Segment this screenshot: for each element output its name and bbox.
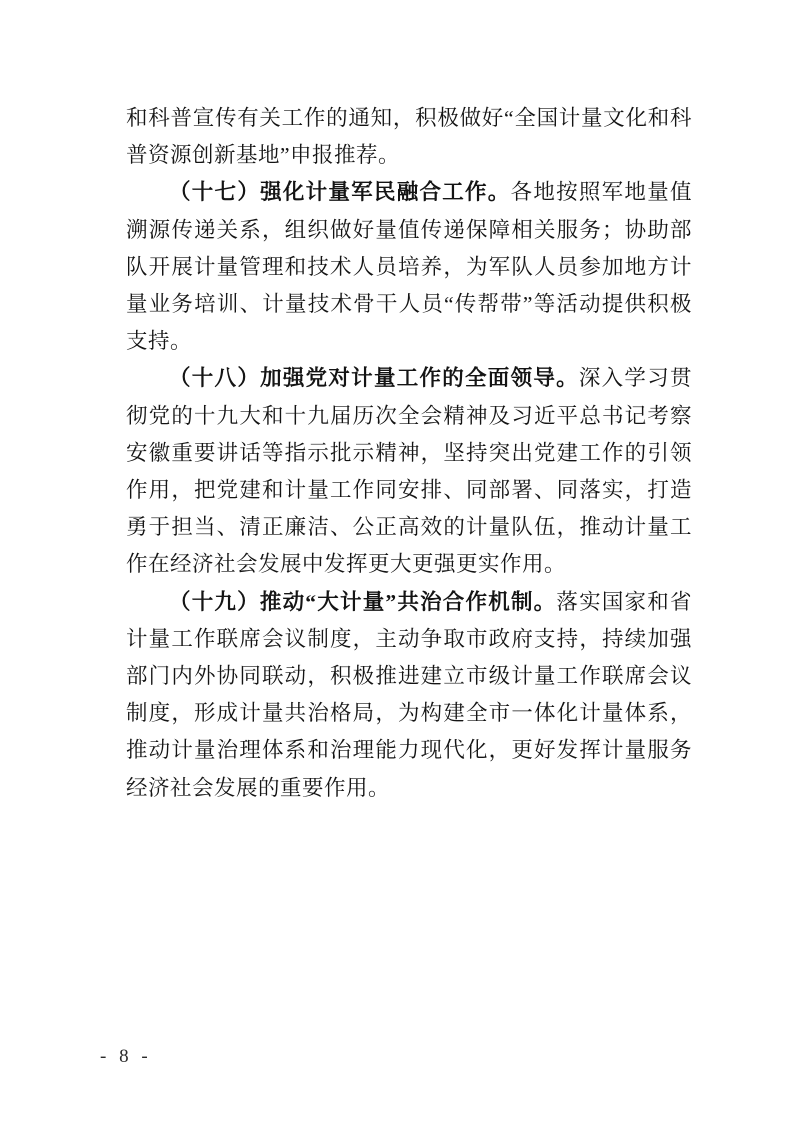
section-heading: （十七）强化计量军民融合工作。 — [169, 180, 511, 205]
paragraph — [126, 584, 692, 807]
page-number: - 8 - — [100, 1046, 152, 1067]
body-text: 深入学习贯彻党的十九大和十九届历次全会精神及习近平总书记考察安徽重要讲话等指示批示精神，坚持突出党建工作的引领作用，把党建和计量工作同安排、同部署、同落实，打造勇于担当、清正廉洁、公正高效的计量队伍，推动计量工作在经济社会发展中发挥更大更强更实作用。 — [126, 366, 692, 577]
body-text: 落实国家和省计量工作联席会议制度，主动争取市政府支持，持续加强部门内外协同联动，积极推进建立市级计量工作联席会议制度，形成计量共治格局，为构建全市一体化计量体系，推动计量治理体系和治理能力现代化，更好发挥计量服务经济社会发展的重要作用。 — [126, 589, 692, 800]
body-text: 和科普宣传有关工作的通知，积极做好“全国计量文化和科普资源创新基地”申报推荐。 — [126, 106, 692, 168]
paragraph — [126, 174, 692, 360]
section-heading: （十九）推动“大计量”共治合作机制。 — [169, 589, 557, 614]
document-body — [126, 100, 692, 807]
paragraph — [126, 360, 692, 583]
section-heading: （十八）加强党对计量工作的全面领导。 — [169, 366, 579, 391]
body-text: 各地按照军地量值溯源传递关系，组织做好量值传递保障相关服务；协助部队开展计量管理和技术人员培养，为军队人员参加地方计量业务培训、计量技术骨干人员“传帮带”等活动提供积极支持。 — [126, 180, 692, 354]
paragraph — [126, 100, 692, 174]
